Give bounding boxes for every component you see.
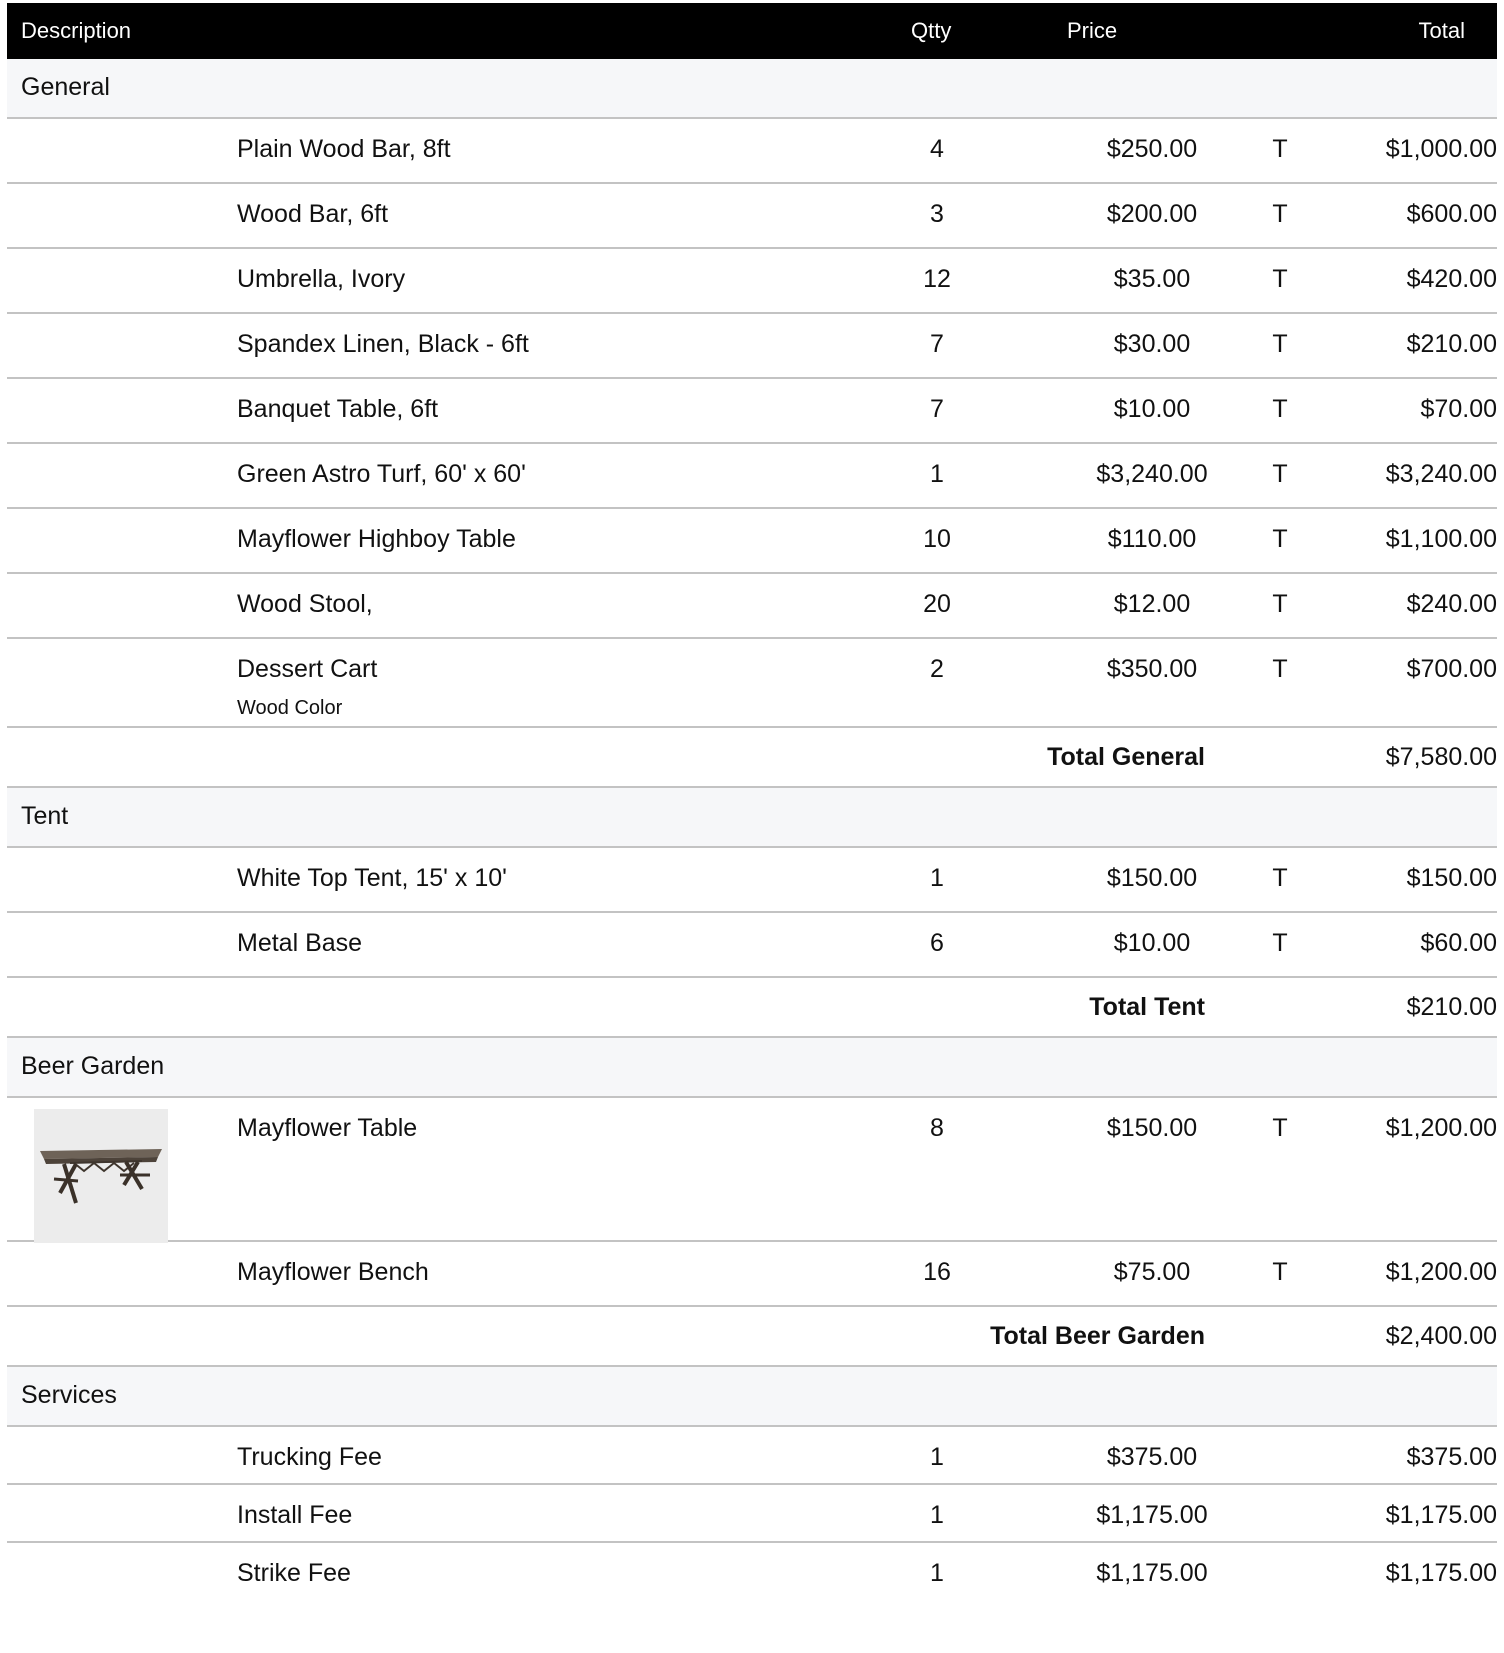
item-tax-flag: T	[1272, 200, 1288, 228]
table-row	[7, 444, 1497, 509]
table-row	[7, 1485, 1497, 1543]
item-tax-flag: T	[1272, 395, 1288, 423]
item-total: $1,200.00	[1385, 1114, 1497, 1142]
section-total-value: $7,580.00	[1385, 743, 1497, 771]
item-total: $1,100.00	[1385, 525, 1497, 553]
table-row	[7, 848, 1497, 913]
item-total: $700.00	[1406, 655, 1497, 683]
section-total-tent	[7, 978, 1497, 1038]
item-description: Mayflower Highboy Table	[237, 525, 516, 553]
item-tax-flag: T	[1272, 1258, 1288, 1286]
item-description: Green Astro Turf, 60' x 60'	[237, 460, 526, 488]
section-tent	[7, 788, 1497, 848]
header-price: Price	[1067, 18, 1118, 43]
item-total: $375.00	[1406, 1443, 1497, 1471]
item-tax-flag: T	[1272, 864, 1288, 892]
item-qty: 10	[923, 525, 951, 553]
item-description: Mayflower Bench	[237, 1258, 429, 1286]
item-tax-flag: T	[1272, 525, 1288, 553]
section-total-label: Total Tent	[1089, 993, 1205, 1021]
item-total: $420.00	[1406, 265, 1497, 293]
item-price: $350.00	[1106, 655, 1198, 683]
item-qty: 1	[930, 1501, 944, 1529]
item-price: $375.00	[1106, 1443, 1198, 1471]
item-qty: 16	[923, 1258, 951, 1286]
item-subtext: Wood Color	[237, 697, 343, 719]
item-tax-flag: T	[1272, 655, 1288, 683]
item-tax-flag: T	[1272, 929, 1288, 957]
item-qty: 1	[930, 1559, 944, 1587]
item-price: $150.00	[1106, 1114, 1198, 1142]
table-row	[7, 1543, 1497, 1599]
item-qty: 1	[930, 460, 944, 488]
item-price: $1,175.00	[1096, 1559, 1208, 1587]
item-description: White Top Tent, 15' x 10'	[237, 864, 507, 892]
item-price: $12.00	[1113, 590, 1191, 618]
item-tax-flag: T	[1272, 1114, 1288, 1142]
item-price: $250.00	[1106, 135, 1198, 163]
item-description: Mayflower Table	[237, 1114, 418, 1142]
section-total-label: Total Beer Garden	[990, 1322, 1205, 1350]
section-title: Beer Garden	[21, 1052, 165, 1080]
section-total-value: $210.00	[1406, 993, 1497, 1021]
item-tax-flag: T	[1272, 265, 1288, 293]
section-total-value: $2,400.00	[1385, 1322, 1497, 1350]
section-title: General	[21, 73, 110, 101]
item-description: Metal Base	[237, 929, 363, 957]
item-price: $200.00	[1106, 200, 1198, 228]
section-total-label: Total General	[1047, 743, 1205, 771]
item-qty: 7	[930, 330, 944, 358]
item-description: Wood Stool,	[237, 590, 373, 618]
table-row	[7, 574, 1497, 639]
line-items-table	[7, 3, 1497, 1599]
table-row	[7, 184, 1497, 249]
header-total: Total	[1418, 18, 1465, 43]
item-tax-flag: T	[1272, 590, 1288, 618]
item-total: $240.00	[1406, 590, 1497, 618]
item-tax-flag: T	[1272, 460, 1288, 488]
section-services	[7, 1367, 1497, 1427]
item-description: Umbrella, Ivory	[237, 265, 406, 293]
table-row	[7, 119, 1497, 184]
item-total: $150.00	[1406, 864, 1497, 892]
item-description: Banquet Table, 6ft	[237, 395, 439, 423]
item-description: Wood Bar, 6ft	[237, 200, 389, 228]
section-total-general	[7, 728, 1497, 788]
section-title: Services	[21, 1381, 117, 1409]
item-price: $75.00	[1113, 1258, 1191, 1286]
item-price: $30.00	[1113, 330, 1191, 358]
table-image-icon	[34, 1109, 168, 1243]
section-title: Tent	[21, 802, 69, 830]
item-price: $1,175.00	[1096, 1501, 1208, 1529]
item-total: $60.00	[1420, 929, 1497, 957]
item-description: Dessert Cart	[237, 655, 378, 683]
table-row	[7, 314, 1497, 379]
item-price: $110.00	[1107, 525, 1197, 553]
item-qty: 1	[930, 1443, 944, 1471]
table-row	[7, 639, 1497, 728]
table-row	[7, 1242, 1497, 1307]
header-qty: Qtty	[911, 18, 952, 43]
table-row	[7, 509, 1497, 574]
table-row	[7, 1427, 1497, 1485]
table-header	[7, 3, 1497, 59]
item-price: $10.00	[1113, 395, 1191, 423]
item-total: $1,000.00	[1385, 135, 1497, 163]
item-price: $10.00	[1113, 929, 1191, 957]
section-beer-garden	[7, 1038, 1497, 1098]
item-description: Spandex Linen, Black - 6ft	[237, 330, 529, 358]
item-total: $3,240.00	[1385, 460, 1497, 488]
item-total: $1,175.00	[1385, 1501, 1497, 1529]
item-qty: 20	[923, 590, 951, 618]
item-qty: 4	[930, 135, 944, 163]
table-row	[7, 379, 1497, 444]
item-description: Strike Fee	[237, 1559, 351, 1587]
item-qty: 2	[930, 655, 944, 683]
item-total: $1,175.00	[1385, 1559, 1497, 1587]
item-total: $70.00	[1420, 395, 1497, 423]
table-thumbnail	[34, 1109, 168, 1243]
item-qty: 3	[930, 200, 944, 228]
item-qty: 7	[930, 395, 944, 423]
item-qty: 8	[930, 1114, 944, 1142]
item-tax-flag: T	[1272, 135, 1288, 163]
section-total-beer-garden	[7, 1307, 1497, 1367]
item-description: Trucking Fee	[237, 1443, 382, 1471]
item-description: Install Fee	[237, 1501, 353, 1529]
header-description: Description	[21, 18, 132, 43]
table-row	[7, 1098, 1497, 1242]
item-price: $3,240.00	[1096, 460, 1208, 488]
item-tax-flag: T	[1272, 330, 1288, 358]
item-total: $210.00	[1406, 330, 1497, 358]
item-description: Plain Wood Bar, 8ft	[237, 135, 451, 163]
item-price: $150.00	[1106, 864, 1198, 892]
item-qty: 12	[923, 265, 951, 293]
item-total: $1,200.00	[1385, 1258, 1497, 1286]
item-total: $600.00	[1406, 200, 1497, 228]
item-qty: 1	[930, 864, 944, 892]
table-row	[7, 249, 1497, 314]
item-qty: 6	[930, 929, 944, 957]
table-row	[7, 913, 1497, 978]
section-general	[7, 59, 1497, 119]
item-price: $35.00	[1113, 265, 1191, 293]
